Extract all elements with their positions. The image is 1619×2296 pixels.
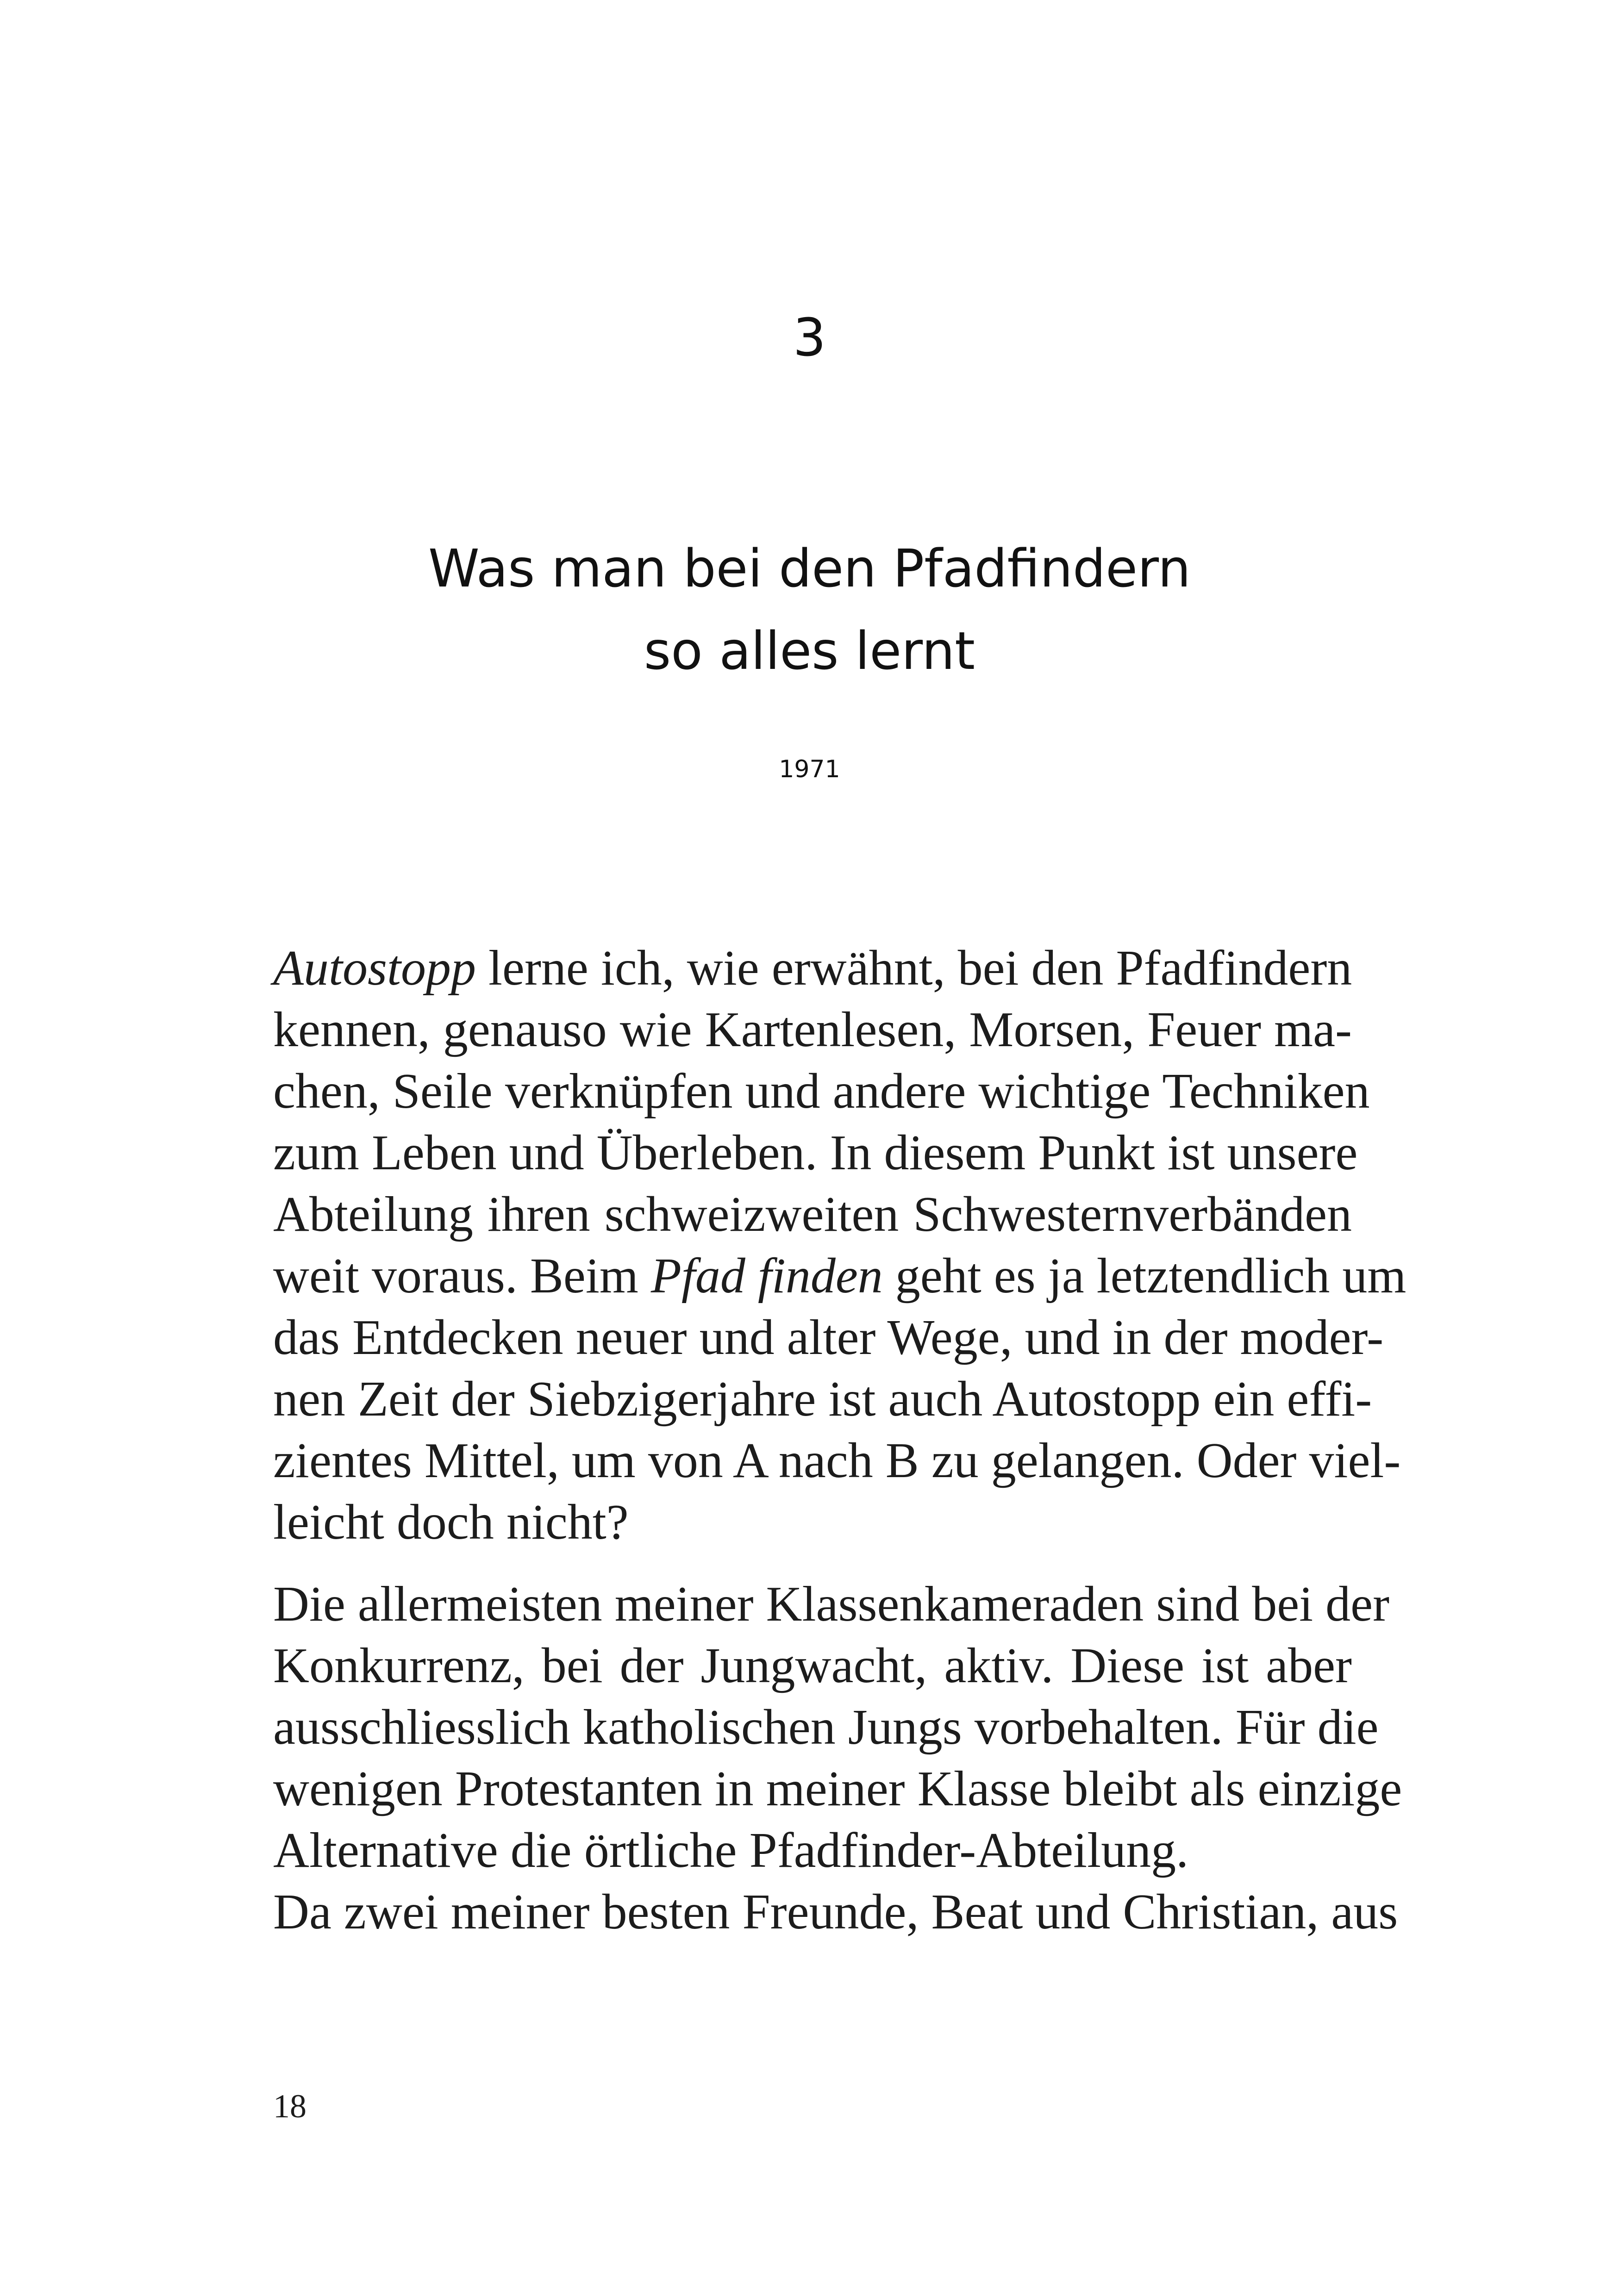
- text-line: Konkurrenz, bei der Jungwacht, aktiv. Diese ist aber: [273, 1638, 1352, 1693]
- text-line: ausschliesslich katholischen Jungs vorbehalten. Für die: [273, 1700, 1379, 1755]
- page-number: 18: [273, 2088, 306, 2125]
- text-line: leicht doch nicht?: [273, 1495, 629, 1550]
- body-text: [273, 937, 1406, 1943]
- chapter-year: 1971: [779, 755, 840, 783]
- text-line: Da zwei meiner besten Freunde, Beat und Christian, aus: [273, 1884, 1398, 1940]
- text-line: wenigen Protestanten in meiner Klasse bleibt als einzige: [273, 1761, 1402, 1816]
- paragraph-3: [273, 1881, 1398, 1943]
- paragraph-1: [273, 937, 1406, 1553]
- text-line: chen, Seile verknüpfen und andere wichtige Techniken: [273, 1064, 1370, 1119]
- text-line: zum Leben und Überleben. In diesem Punkt ist unsere: [273, 1125, 1358, 1180]
- text-line: nen Zeit der Siebzigerjahre ist auch Autostopp ein effi-: [273, 1372, 1372, 1427]
- text-line: Alternative die örtliche Pfadfinder-Abteilung.: [273, 1823, 1189, 1878]
- text-line: weit voraus. Beim Pfad finden geht es ja letztendlich um: [273, 1248, 1406, 1304]
- text-line: zientes Mittel, um von A nach B zu gelangen. Oder viel-: [273, 1433, 1401, 1488]
- chapter-title-line-1: Was man bei den Pfadfindern: [428, 539, 1191, 599]
- italic-term: Pfad finden: [650, 1248, 883, 1304]
- text-line: kennen, genauso wie Kartenlesen, Morsen, Feuer ma-: [273, 1002, 1352, 1057]
- paragraph-2: [273, 1573, 1402, 1881]
- chapter-title-line-2: so alles lernt: [644, 621, 975, 681]
- text-line: Die allermeisten meiner Klassenkameraden sind bei der: [273, 1577, 1390, 1632]
- chapter-title: [0, 528, 1619, 693]
- chapter-number: 3: [793, 308, 826, 368]
- text-line: das Entdecken neuer und alter Wege, und in der moder-: [273, 1310, 1384, 1365]
- text-line: Autostopp lerne ich, wie erwähnt, bei den Pfadfindern: [273, 941, 1352, 996]
- text-line: Abteilung ihren schweizweiten Schwesternverbänden: [273, 1187, 1352, 1242]
- italic-term: Autostopp: [273, 941, 476, 996]
